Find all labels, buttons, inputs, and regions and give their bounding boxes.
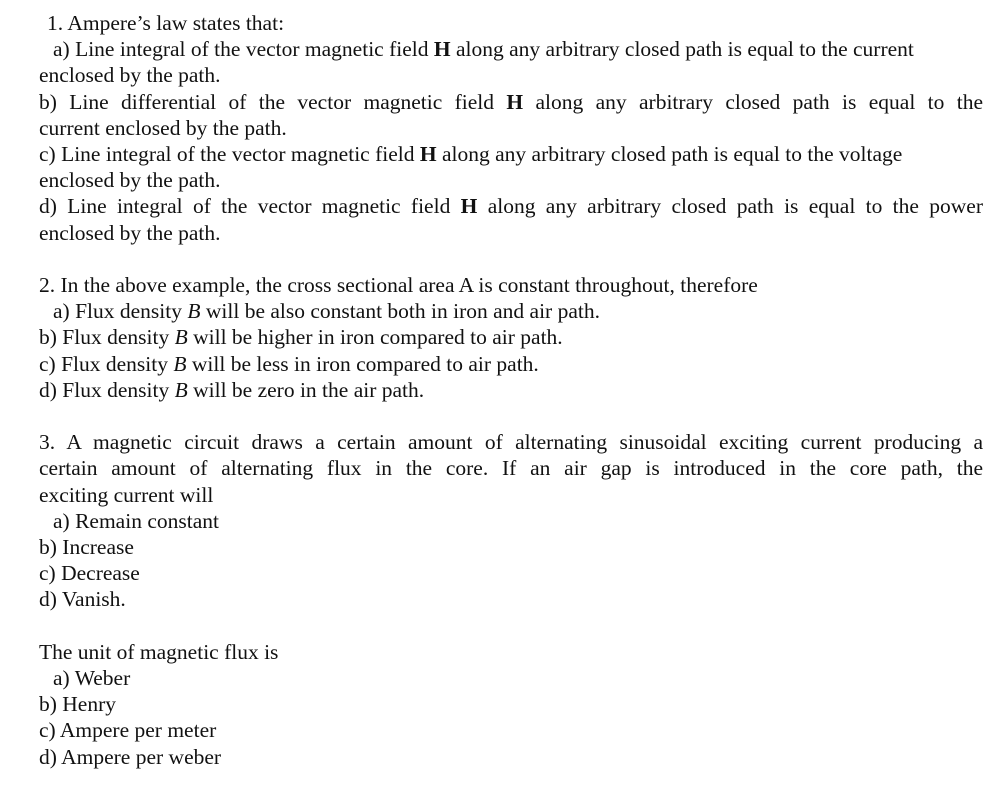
question-2-stem: 2. In the above example, the cross sectional area A is constant throughout, therefore bbox=[39, 273, 758, 298]
question-1-option-c: c) Line integral of the vector magnetic field H along any arbitrary closed path is equal to the voltage bbox=[39, 142, 903, 167]
question-4-option-d: d) Ampere per weber bbox=[39, 744, 222, 769]
question-3-option-a: a) Remain constant bbox=[53, 508, 219, 533]
spacer bbox=[39, 403, 983, 429]
question-2-option-d: d) Flux density B will be zero in the air path. bbox=[39, 377, 425, 402]
question-1-option-a: a) Line integral of the vector magnetic field H along any arbitrary closed path is equal to the current bbox=[53, 37, 914, 62]
question-3-stem-line-3: exciting current will bbox=[39, 482, 214, 507]
question-3-stem-line-1: 3. A magnetic circuit draws a certain amount of alternating sinusoidal exciting current producing a bbox=[39, 430, 983, 455]
question-1-option-b: b) Line differential of the vector magnetic field H along any arbitrary closed path is equal to the bbox=[39, 89, 984, 114]
question-4-option-b: b) Henry bbox=[39, 692, 117, 717]
question-4-option-c: c) Ampere per meter bbox=[39, 718, 217, 743]
question-1-option-b-continued: current enclosed by the path. bbox=[39, 115, 287, 140]
question-4 bbox=[39, 639, 983, 770]
question-1-option-d-continued: enclosed by the path. bbox=[39, 220, 221, 245]
question-2-option-b: b) Flux density B will be higher in iron compared to air path. bbox=[39, 325, 563, 350]
question-3-stem-line-2: certain amount of alternating flux in the core. If an air gap is introduced in the core path, the bbox=[39, 456, 983, 481]
question-1-option-d: d) Line integral of the vector magnetic field H along any arbitrary closed path is equal to the power bbox=[39, 194, 983, 219]
spacer bbox=[39, 246, 983, 272]
spacer bbox=[39, 613, 983, 639]
question-1-option-a-continued: enclosed by the path. bbox=[39, 63, 221, 88]
question-3-option-d: d) Vanish. bbox=[39, 587, 126, 612]
question-1 bbox=[39, 10, 983, 246]
question-2 bbox=[39, 272, 983, 403]
question-3 bbox=[39, 429, 983, 612]
question-2-option-c: c) Flux density B will be less in iron compared to air path. bbox=[39, 351, 539, 376]
question-4-stem: The unit of magnetic flux is bbox=[39, 639, 279, 664]
question-3-option-c: c) Decrease bbox=[39, 561, 140, 586]
question-3-option-b: b) Increase bbox=[39, 535, 134, 560]
question-2-option-a: a) Flux density B will be also constant both in iron and air path. bbox=[53, 299, 600, 324]
question-4-option-a: a) Weber bbox=[53, 666, 131, 691]
question-1-option-c-continued: enclosed by the path. bbox=[39, 168, 221, 193]
question-1-stem: 1. Ampere’s law states that: bbox=[47, 11, 285, 35]
